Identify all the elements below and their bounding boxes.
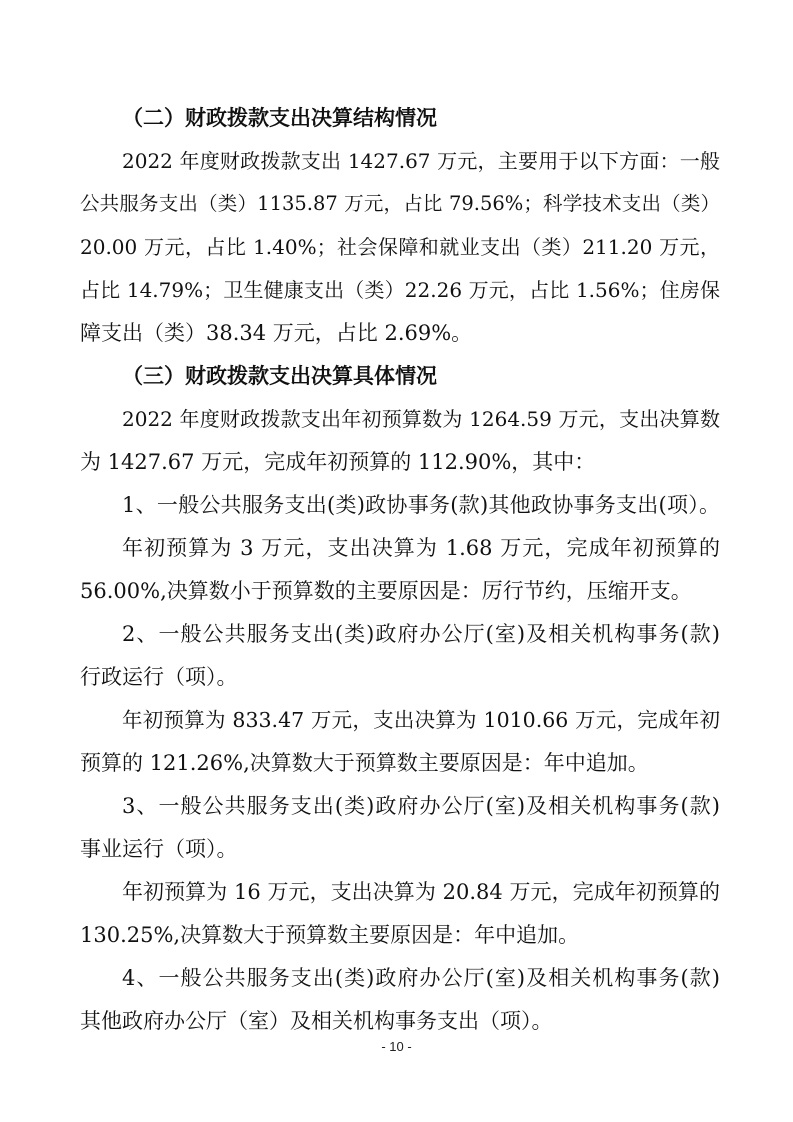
paragraph-line: 2022 年度财政拨款支出 1427.67 万元，主要用于以下方面：一般 — [122, 149, 720, 173]
paragraph-line: 公共服务支出（类）1135.87 万元，占比 79.56%；科学技术支出（类） — [80, 192, 720, 215]
item-title: 3、一般公共服务支出(类)政府办公厅(室)及相关机构事务(款) — [122, 794, 720, 818]
item-title: 4、一般公共服务支出(类)政府办公厅(室)及相关机构事务(款) — [122, 966, 720, 990]
item-title: 2、一般公共服务支出(类)政府办公厅(室)及相关机构事务(款) — [122, 622, 720, 646]
paragraph-line: 占比 14.79%；卫生健康支出（类）22.26 万元，占比 1.56%；住房保 — [80, 278, 720, 302]
item-title: 1、一般公共服务支出(类)政协事务(款)其他政协事务支出(项）。 — [122, 493, 720, 517]
item-title: 事业运行（项）。 — [80, 837, 238, 861]
paragraph-line: 年初预算为 16 万元，支出决算为 20.84 万元，完成年初预算的 — [122, 880, 720, 904]
paragraph-line: 障支出（类）38.34 万元，占比 2.69%。 — [80, 321, 473, 345]
paragraph-line: 年初预算为 833.47 万元，支出决算为 1010.66 万元，完成年初 — [122, 708, 720, 732]
item-title: 行政运行（项）。 — [80, 665, 238, 689]
page-number: - 10 - — [381, 1039, 412, 1054]
paragraph-line: 56.00%,决算数小于预算数的主要原因是：厉行节约，压缩开支。 — [80, 579, 692, 603]
paragraph-line: 2022 年度财政拨款支出年初预算数为 1264.59 万元，支出决算数 — [122, 407, 720, 431]
paragraph-line: 年初预算为 3 万元，支出决算为 1.68 万元，完成年初预算的 — [122, 536, 720, 560]
section-heading-details: （三）财政拨款支出决算具体情况 — [122, 364, 437, 388]
paragraph-line: 为 1427.67 万元，完成年初预算的 112.90%，其中： — [80, 450, 596, 474]
paragraph-line: 20.00 万元，占比 1.40%；社会保障和就业支出（类）211.20 万元， — [80, 235, 720, 259]
section-heading-structure: （二）财政拨款支出决算结构情况 — [122, 106, 437, 130]
item-title: 其他政府办公厅（室）及相关机构事务支出（项）。 — [80, 1009, 553, 1033]
paragraph-line: 预算的 121.26%,决算数大于预算数主要原因是：年中追加。 — [80, 751, 649, 775]
paragraph-line: 130.25%,决算数大于预算数主要原因是：年中追加。 — [80, 923, 580, 947]
